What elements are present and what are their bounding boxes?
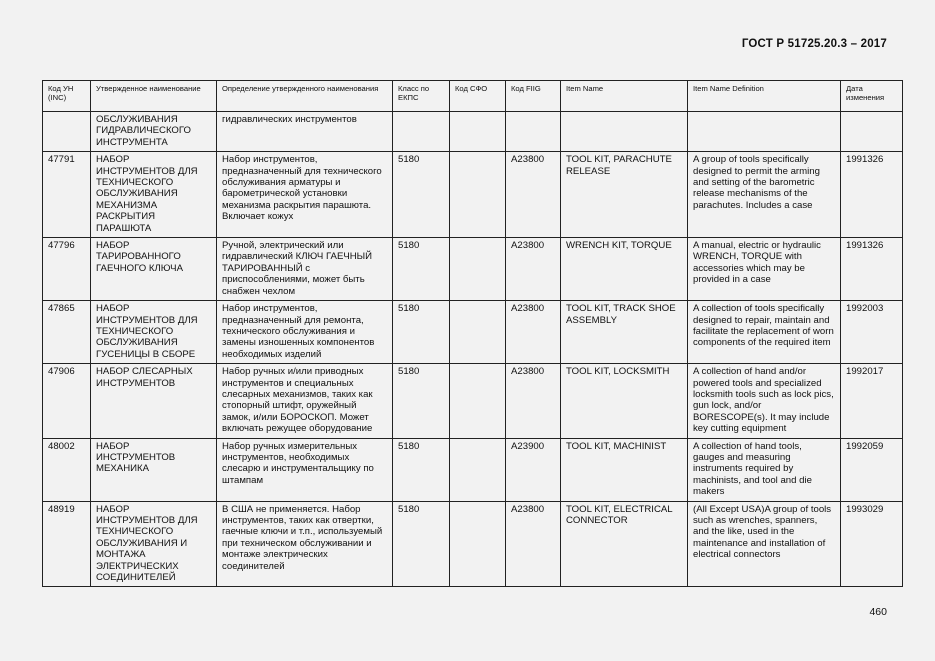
- cell-item-def: [688, 112, 841, 152]
- cell-definition: Набор ручных и/или приводных инструментов и специальных слесарных механизмов, таких как стопорный штифт, оружейный замок, и/или БОРОСКОП. Может включать режущее оборудование: [217, 364, 393, 438]
- cell-class: 5180: [393, 438, 450, 501]
- table-row: [43, 112, 903, 152]
- cell-definition: Ручной, электрический или гидравлический КЛЮЧ ГАЕЧНЫЙ ТАРИРОВАННЫЙ с приспособлениями, может быть снабжен чехлом: [217, 238, 393, 301]
- document-title: ГОСТ Р 51725.20.3 – 2017: [741, 38, 887, 50]
- cell-fiig: A23800: [506, 238, 561, 301]
- cell-sfo: [450, 112, 506, 152]
- header-definition: Определение утвержденного наименования: [217, 81, 393, 112]
- cell-date: 1991326: [841, 152, 903, 238]
- cell-definition: гидравлических инструментов: [217, 112, 393, 152]
- table-row: [43, 238, 903, 301]
- cell-item-name: TOOL KIT, PARACHUTE RELEASE: [561, 152, 688, 238]
- cell-item-def: A collection of hand and/or powered tools and specialized locksmith tools such as lock pics, gun lock, and/or BORESCOPE(s). It may include key cutting equipment: [688, 364, 841, 438]
- cell-item-def: A group of tools specifically designed to permit the arming and setting of the barometric release mechanisms of the parachutes. Includes a case: [688, 152, 841, 238]
- cell-name: НАБОР ИНСТРУМЕНТОВ МЕХАНИКА: [91, 438, 217, 501]
- cell-class: 5180: [393, 238, 450, 301]
- table-body: [43, 112, 903, 587]
- cell-inc: [43, 112, 91, 152]
- page-number: 460: [869, 606, 887, 618]
- table-row: [43, 501, 903, 587]
- cell-name: НАБОР ТАРИРОВАННОГО ГАЕЧНОГО КЛЮЧА: [91, 238, 217, 301]
- cell-date: 1992017: [841, 364, 903, 438]
- cell-fiig: A23800: [506, 152, 561, 238]
- cell-class: 5180: [393, 301, 450, 364]
- cell-sfo: [450, 238, 506, 301]
- cell-class: 5180: [393, 364, 450, 438]
- cell-item-def: A collection of tools specifically designed to repair, maintain and facilitate the replacement of worn components of the required item: [688, 301, 841, 364]
- cell-definition: Набор инструментов, предназначенный для ремонта, технического обслуживания и замены изношенных компонентов необходимых изделий: [217, 301, 393, 364]
- cell-item-name: TOOL KIT, MACHINIST: [561, 438, 688, 501]
- cell-fiig: A23800: [506, 501, 561, 587]
- cell-item-def: (All Except USA)A group of tools such as wrenches, spanners, and the like, used in the maintenance and installation of electrical connectors: [688, 501, 841, 587]
- table-row: [43, 364, 903, 438]
- cell-sfo: [450, 501, 506, 587]
- cell-date: 1991326: [841, 238, 903, 301]
- cell-name: НАБОР ИНСТРУМЕНТОВ ДЛЯ ТЕХНИЧЕСКОГО ОБСЛУЖИВАНИЯ И МОНТАЖА ЭЛЕКТРИЧЕСКИХ СОЕДИНИТЕЛЕЙ: [91, 501, 217, 587]
- cell-class: [393, 112, 450, 152]
- cell-inc: 48919: [43, 501, 91, 587]
- cell-name: ОБСЛУЖИВАНИЯ ГИДРАВЛИЧЕСКОГО ИНСТРУМЕНТА: [91, 112, 217, 152]
- cell-inc: 47865: [43, 301, 91, 364]
- data-table: [42, 80, 903, 587]
- cell-class: 5180: [393, 501, 450, 587]
- cell-name: НАБОР СЛЕСАРНЫХ ИНСТРУМЕНТОВ: [91, 364, 217, 438]
- header-item-def: Item Name Definition: [688, 81, 841, 112]
- header-fiig: Код FIIG: [506, 81, 561, 112]
- cell-date: 1993029: [841, 501, 903, 587]
- cell-name: НАБОР ИНСТРУМЕНТОВ ДЛЯ ТЕХНИЧЕСКОГО ОБСЛУЖИВАНИЯ ГУСЕНИЦЫ В СБОРЕ: [91, 301, 217, 364]
- header-sfo: Код СФО: [450, 81, 506, 112]
- header-approved-name: Утвержденное наименование: [91, 81, 217, 112]
- cell-item-name: TOOL KIT, ELECTRICAL CONNECTOR: [561, 501, 688, 587]
- cell-item-name: TOOL KIT, TRACK SHOE ASSEMBLY: [561, 301, 688, 364]
- table-row: [43, 152, 903, 238]
- header-row: [43, 81, 903, 112]
- cell-sfo: [450, 301, 506, 364]
- cell-inc: 47791: [43, 152, 91, 238]
- cell-fiig: A23800: [506, 301, 561, 364]
- cell-inc: 48002: [43, 438, 91, 501]
- cell-item-name: [561, 112, 688, 152]
- cell-fiig: A23900: [506, 438, 561, 501]
- cell-item-def: A collection of hand tools, gauges and measuring instruments required by machinists, and tool and die makers: [688, 438, 841, 501]
- cell-definition: В США не применяется. Набор инструментов, таких как отвертки, гаечные ключи и т.п., используемый при техническом обслуживании и монтаже электрических соединителей: [217, 501, 393, 587]
- cell-sfo: [450, 152, 506, 238]
- cell-definition: Набор ручных измерительных инструментов, необходимых слесарю и инструментальщику по штампам: [217, 438, 393, 501]
- table-row: [43, 438, 903, 501]
- header-inc: Код УН (INC): [43, 81, 91, 112]
- cell-sfo: [450, 364, 506, 438]
- cell-sfo: [450, 438, 506, 501]
- cell-date: 1992059: [841, 438, 903, 501]
- cell-item-def: A manual, electric or hydraulic WRENCH, TORQUE with accessories which may be provided in a case: [688, 238, 841, 301]
- cell-item-name: WRENCH KIT, TORQUE: [561, 238, 688, 301]
- cell-name: НАБОР ИНСТРУМЕНТОВ ДЛЯ ТЕХНИЧЕСКОГО ОБСЛУЖИВАНИЯ МЕХАНИЗМА РАСКРЫТИЯ ПАРАШЮТА: [91, 152, 217, 238]
- cell-inc: 47796: [43, 238, 91, 301]
- header-date: Дата изменения: [841, 81, 903, 112]
- cell-class: 5180: [393, 152, 450, 238]
- header-class: Класс по ЕКПС: [393, 81, 450, 112]
- cell-date: [841, 112, 903, 152]
- table-header: [43, 81, 903, 112]
- cell-date: 1992003: [841, 301, 903, 364]
- cell-inc: 47906: [43, 364, 91, 438]
- cell-definition: Набор инструментов, предназначенный для технического обслуживания арматуры и барометрической установки механизма раскрытия парашюта. Включает кожух: [217, 152, 393, 238]
- header-item-name: Item Name: [561, 81, 688, 112]
- table-row: [43, 301, 903, 364]
- cell-item-name: TOOL KIT, LOCKSMITH: [561, 364, 688, 438]
- cell-fiig: A23800: [506, 364, 561, 438]
- cell-fiig: [506, 112, 561, 152]
